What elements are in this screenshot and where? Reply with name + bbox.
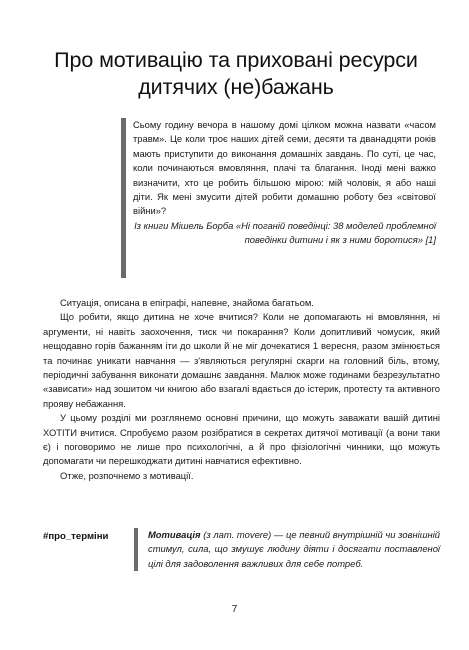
epigraph-bar (121, 118, 126, 278)
page-number: 7 (231, 604, 238, 615)
epigraph-text: Cьому годину вечора в нашому домі цілком можна назвати «часом травм». Це коли троє наших дітей семи, десяти та дванадцяти років мають приступити до виконання домашніх завдань. По суті, це час, коли починаються вмовляння, плачі та благання. Іноді мені важко визначити, хто це робить більшою мірою: мій чоловік, я або наші діти. Як мені змусити дітей робити домашню роботу без «світової війни»? (133, 119, 436, 217)
epigraph-source: Із книги Мішель Борба «Ні поганій поведінці: 38 моделей проблемної поведінки дитини і як з ними боротися» [1] (134, 219, 436, 246)
paragraph: Що робити, якщо дитина не хоче вчитися? Коли не допомагають ні вмовляння, ні аргументи, ні навіть заохочення, тиск чи покарання? Коли допитливий чомусик, який нещодавно горів бажанням іти до школи й не міг дочекатися 1 вересня, разом змінюється та починає уникати навчання — з'являються регулярні скарги на головний біль, втому, періодичні забування виконати домашнє завдання. Малюк може годинами безрезультатно «зависати» над зошитом чи книгою або взагалі вдається до істерик, протесту та активного прояву небажання. (43, 311, 440, 409)
definition-body: (з лат. movere) — це певний внутрішній чи зовнішній стимул, сила, що змушує людину діяти і досягати поставленої цілі для задоволення важливих для себе потреб. (148, 529, 440, 569)
paragraph: Отже, розпочнемо з мотивації. (60, 469, 194, 481)
chapter-title: Про мотивацію та приховані ресурси дитячих (не)бажань (54, 48, 418, 99)
epigraph (133, 118, 436, 248)
body-text (43, 296, 440, 483)
definition-text (148, 528, 440, 571)
paragraph: Ситуація, описана в епіграфі, напевне, знайома багатьом. (60, 297, 314, 308)
definition-term: Мотивація (148, 529, 201, 540)
hashtag-label: #про_терміни (43, 531, 109, 542)
term-aside (43, 528, 440, 598)
paragraph: У цьому розділі ми розглянемо основні причини, що можуть заважати вашій дитині ХОТІТИ вчитися. Спробуємо разом розібратися в секретах дитячої мотивації (а вони таки є) і поговоримо не лише про психологічні, а й про фізіологічні чинники, що можуть допомагати чи перешкоджати дитині навчатися ефективно. (43, 412, 440, 467)
definition-box (134, 528, 440, 571)
